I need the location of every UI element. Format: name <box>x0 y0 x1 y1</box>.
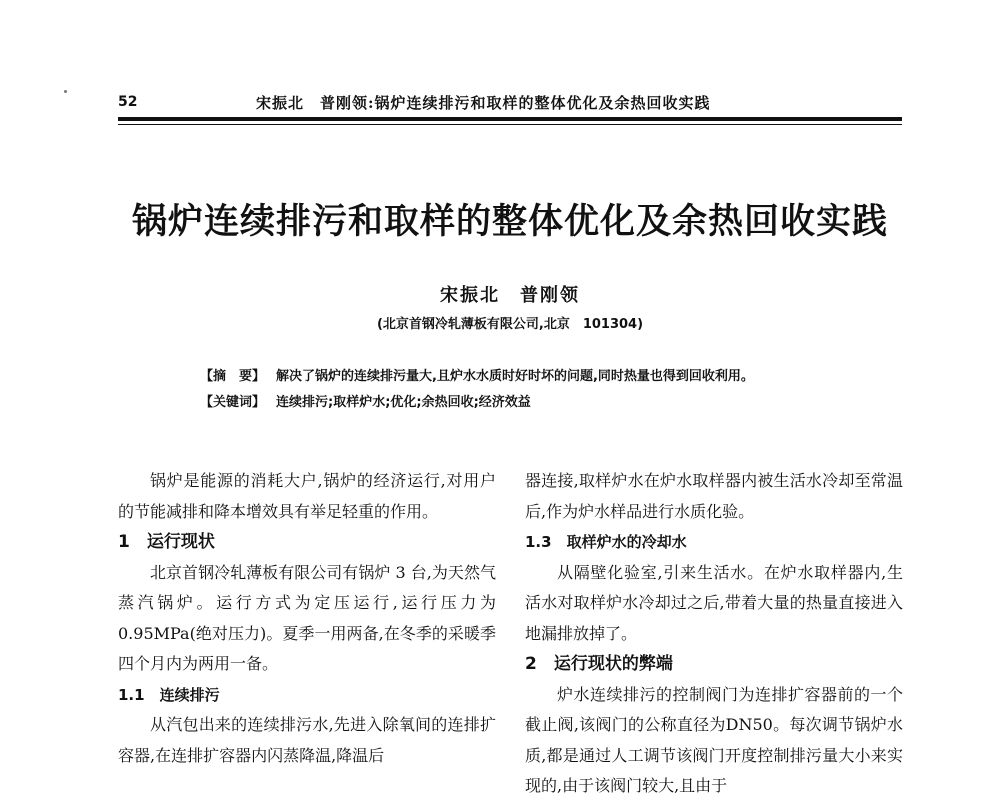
running-title: 宋振北 普刚领:锅炉连续排污和取样的整体优化及余热回收实践 <box>256 94 711 112</box>
section-1-1-paragraph: 从汽包出来的连续排污水,先进入除氧间的连排扩容器,在连排扩容器内闪蒸降温,降温后 <box>118 715 496 765</box>
intro-paragraph: 锅炉是能源的消耗大户,锅炉的经济运行,对用户的节能减排和降本增效具有举足轻重的作用。 <box>118 471 496 521</box>
section-1-3-heading: 1.3 取样炉水的冷却水 <box>525 533 687 551</box>
article-authors: 宋振北 普刚领 <box>440 285 580 306</box>
section-1-paragraph: 北京首钢冷轧薄板有限公司有锅炉 3 台,为天然气蒸汽锅炉。运行方式为定压运行,运行压力为0.95MPa(绝对压力)。夏季一用两备,在冬季的采暖季四个月内为两用一备。 <box>118 562 496 673</box>
header-rule-thick <box>118 117 902 121</box>
abstract <box>200 365 900 384</box>
keywords-text: 连续排污;取样炉水;优化;余热回收;经济效益 <box>276 395 531 410</box>
author-affiliation: (北京首钢冷轧薄板有限公司,北京 101304) <box>376 317 644 332</box>
section-1-3-paragraph: 从隔壁化验室,引来生活水。在炉水取样器内,生活水对取样炉水冷却过之后,带着大量的热量直接进入地漏排放掉了。 <box>525 562 903 643</box>
article-title: 锅炉连续排污和取样的整体优化及余热回收实践 <box>131 201 888 242</box>
scan-artifact-dot <box>64 90 67 93</box>
abstract-text: 解决了锅炉的连续排污量大,且炉水水质时好时坏的问题,同时热量也得到回收利用。 <box>276 369 754 384</box>
header-rule-thin <box>118 124 902 125</box>
section-1-heading: 1 运行现状 <box>118 532 215 552</box>
page-number: 52 <box>118 94 138 110</box>
body-column-right <box>525 466 903 802</box>
keywords-label: 【关键词】 <box>200 395 266 410</box>
section-2-heading: 2 运行现状的弊端 <box>525 654 673 674</box>
keywords <box>200 391 900 410</box>
section-1-1-heading: 1.1 连续排污 <box>118 685 220 704</box>
continued-paragraph: 器连接,取样炉水在炉水取样器内被生活水冷却至常温后,作为炉水样品进行水质化验。 <box>525 471 903 521</box>
section-2-paragraph: 炉水连续排污的控制阀门为连排扩容器前的一个截止阀,该阀门的公称直径为DN50。每次调节锅炉水质,都是通过人工调节该阀门开度控制排污量大小来实现的,由于该阀门较大,且由于 <box>525 684 903 795</box>
running-header <box>118 92 902 114</box>
abstract-label: 【摘 要】 <box>200 369 266 384</box>
body-column-left <box>118 466 496 771</box>
